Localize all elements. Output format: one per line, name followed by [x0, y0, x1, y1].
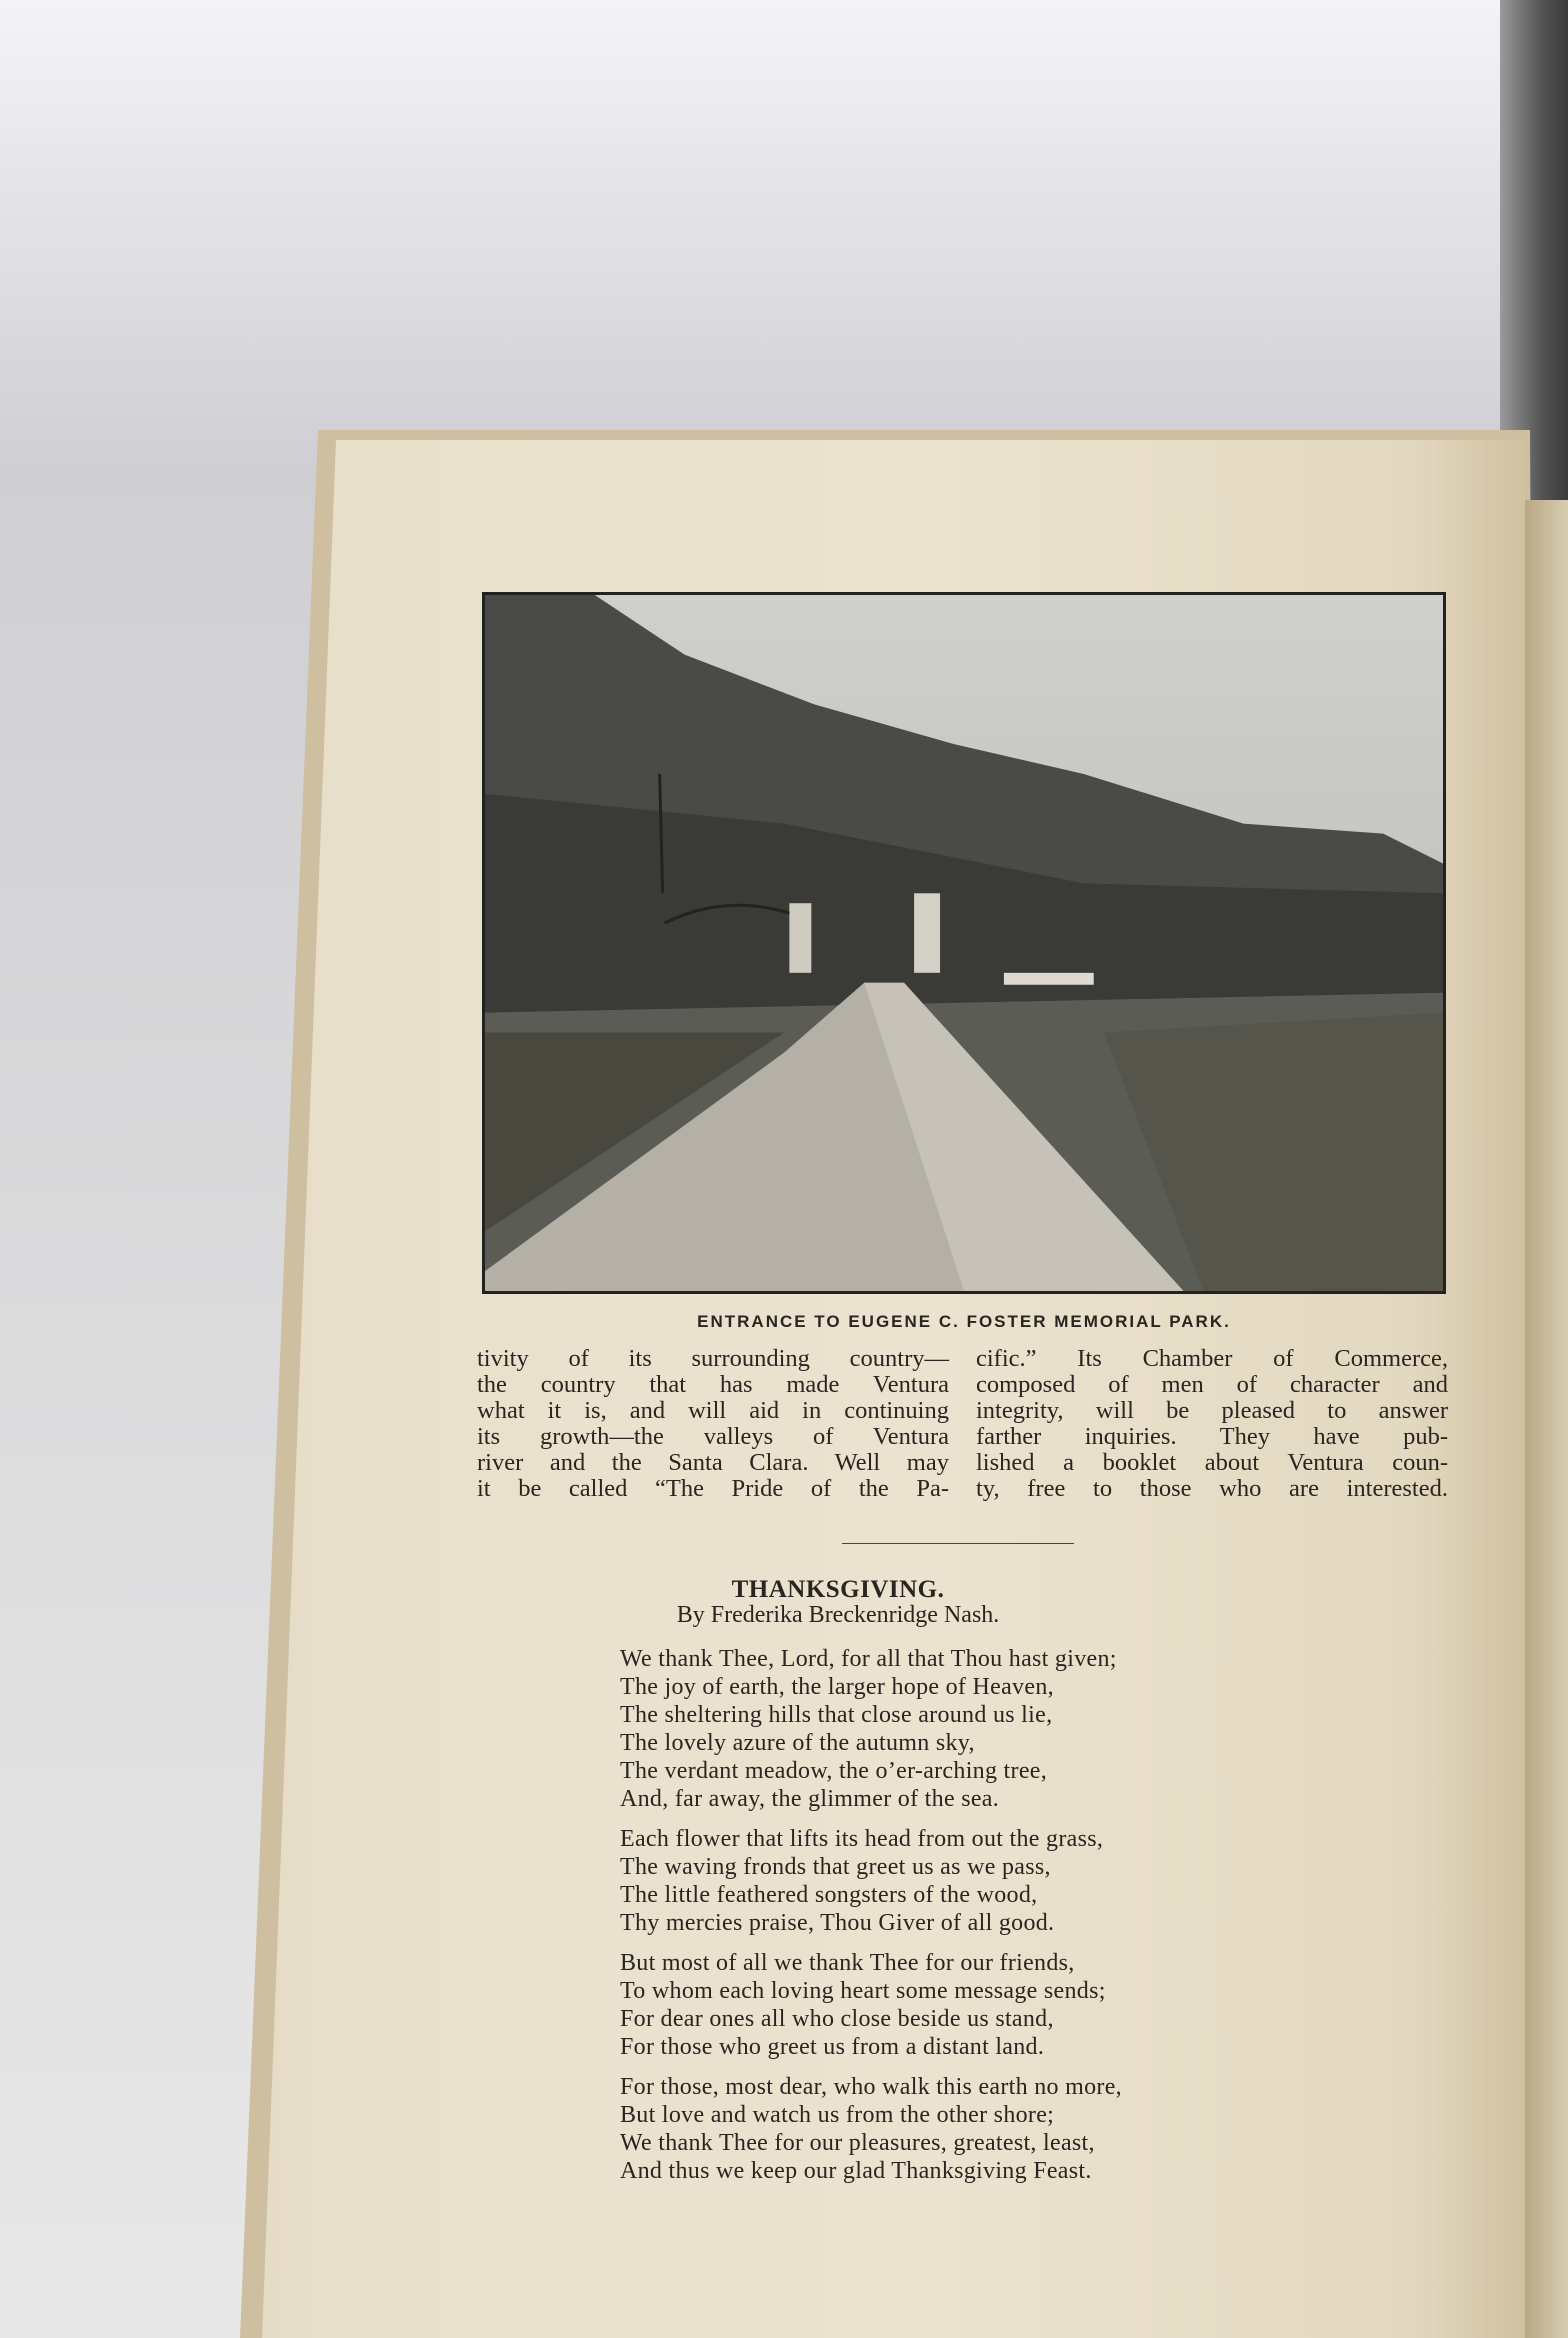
text-line: it be called “The Pride of the Pa-: [477, 1475, 949, 1502]
poem-line: We thank Thee for our pleasures, greatest, least,: [620, 2130, 1095, 2156]
text-line: ty, free to those who are interested.: [976, 1475, 1448, 1502]
text-line: farther inquiries. They have pub-: [976, 1423, 1448, 1450]
stanza: [620, 1949, 1122, 2061]
poem-byline: By Frederika Breckenridge Nash.: [676, 1602, 1000, 1628]
text-line: cific.” Its Chamber of Commerce,: [976, 1345, 1448, 1372]
article-right-column: [976, 1346, 1448, 1502]
poem-line: The sheltering hills that close around us lie,: [620, 1702, 1053, 1728]
poem-line: But love and watch us from the other shore;: [620, 2102, 1055, 2128]
poem-line: To whom each loving heart some message sends;: [620, 1978, 1106, 2004]
poem-line: Thy mercies praise, Thou Giver of all good.: [620, 1910, 1055, 1936]
text-line: integrity, will be pleased to answer: [976, 1397, 1448, 1424]
poem-line: For dear ones all who close beside us stand,: [620, 2006, 1054, 2032]
poem-line: And thus we keep our glad Thanksgiving Feast.: [620, 2158, 1092, 2184]
poem-body: [620, 1645, 1122, 2197]
article-left-column: [477, 1346, 949, 1502]
poem-line: Each flower that lifts its head from out the grass,: [620, 1826, 1104, 1852]
stanza: [620, 1825, 1122, 1937]
poem-line: But most of all we thank Thee for our friends,: [620, 1950, 1075, 1976]
park-entrance-photo: [482, 592, 1446, 1294]
poem-line: And, far away, the glimmer of the sea.: [620, 1786, 1000, 1812]
poem-line: For those who greet us from a distant land.: [620, 2034, 1045, 2060]
poem-line: For those, most dear, who walk this earth no more,: [620, 2074, 1122, 2100]
book-spine: [1525, 500, 1568, 2338]
stanza: [620, 2073, 1122, 2185]
photo-caption: ENTRANCE TO EUGENE C. FOSTER MEMORIAL PARK.: [697, 1312, 1231, 1331]
poem-line: The lovely azure of the autumn sky,: [620, 1730, 975, 1756]
text-line: river and the Santa Clara. Well may: [477, 1449, 949, 1476]
poem-line: The verdant meadow, the o’er-arching tree,: [620, 1758, 1048, 1784]
poem-title: THANKSGIVING.: [731, 1576, 945, 1603]
poem-line: We thank Thee, Lord, for all that Thou hast given;: [620, 1646, 1117, 1672]
stanza: [620, 1645, 1122, 1813]
text-line: composed of men of character and: [976, 1371, 1448, 1398]
poem-line: The waving fronds that greet us as we pass,: [620, 1854, 1051, 1880]
text-line: lished a booklet about Ventura coun-: [976, 1449, 1448, 1476]
text-line: what it is, and will aid in continuing: [477, 1397, 949, 1424]
poem-line: The joy of earth, the larger hope of Heaven,: [620, 1674, 1054, 1700]
poem-line: The little feathered songsters of the wood,: [620, 1882, 1038, 1908]
text-line: the country that has made Ventura: [477, 1371, 949, 1398]
section-divider: [842, 1543, 1074, 1544]
text-line: tivity of its surrounding country—: [477, 1345, 949, 1372]
text-line: its growth—the valleys of Ventura: [477, 1423, 949, 1450]
